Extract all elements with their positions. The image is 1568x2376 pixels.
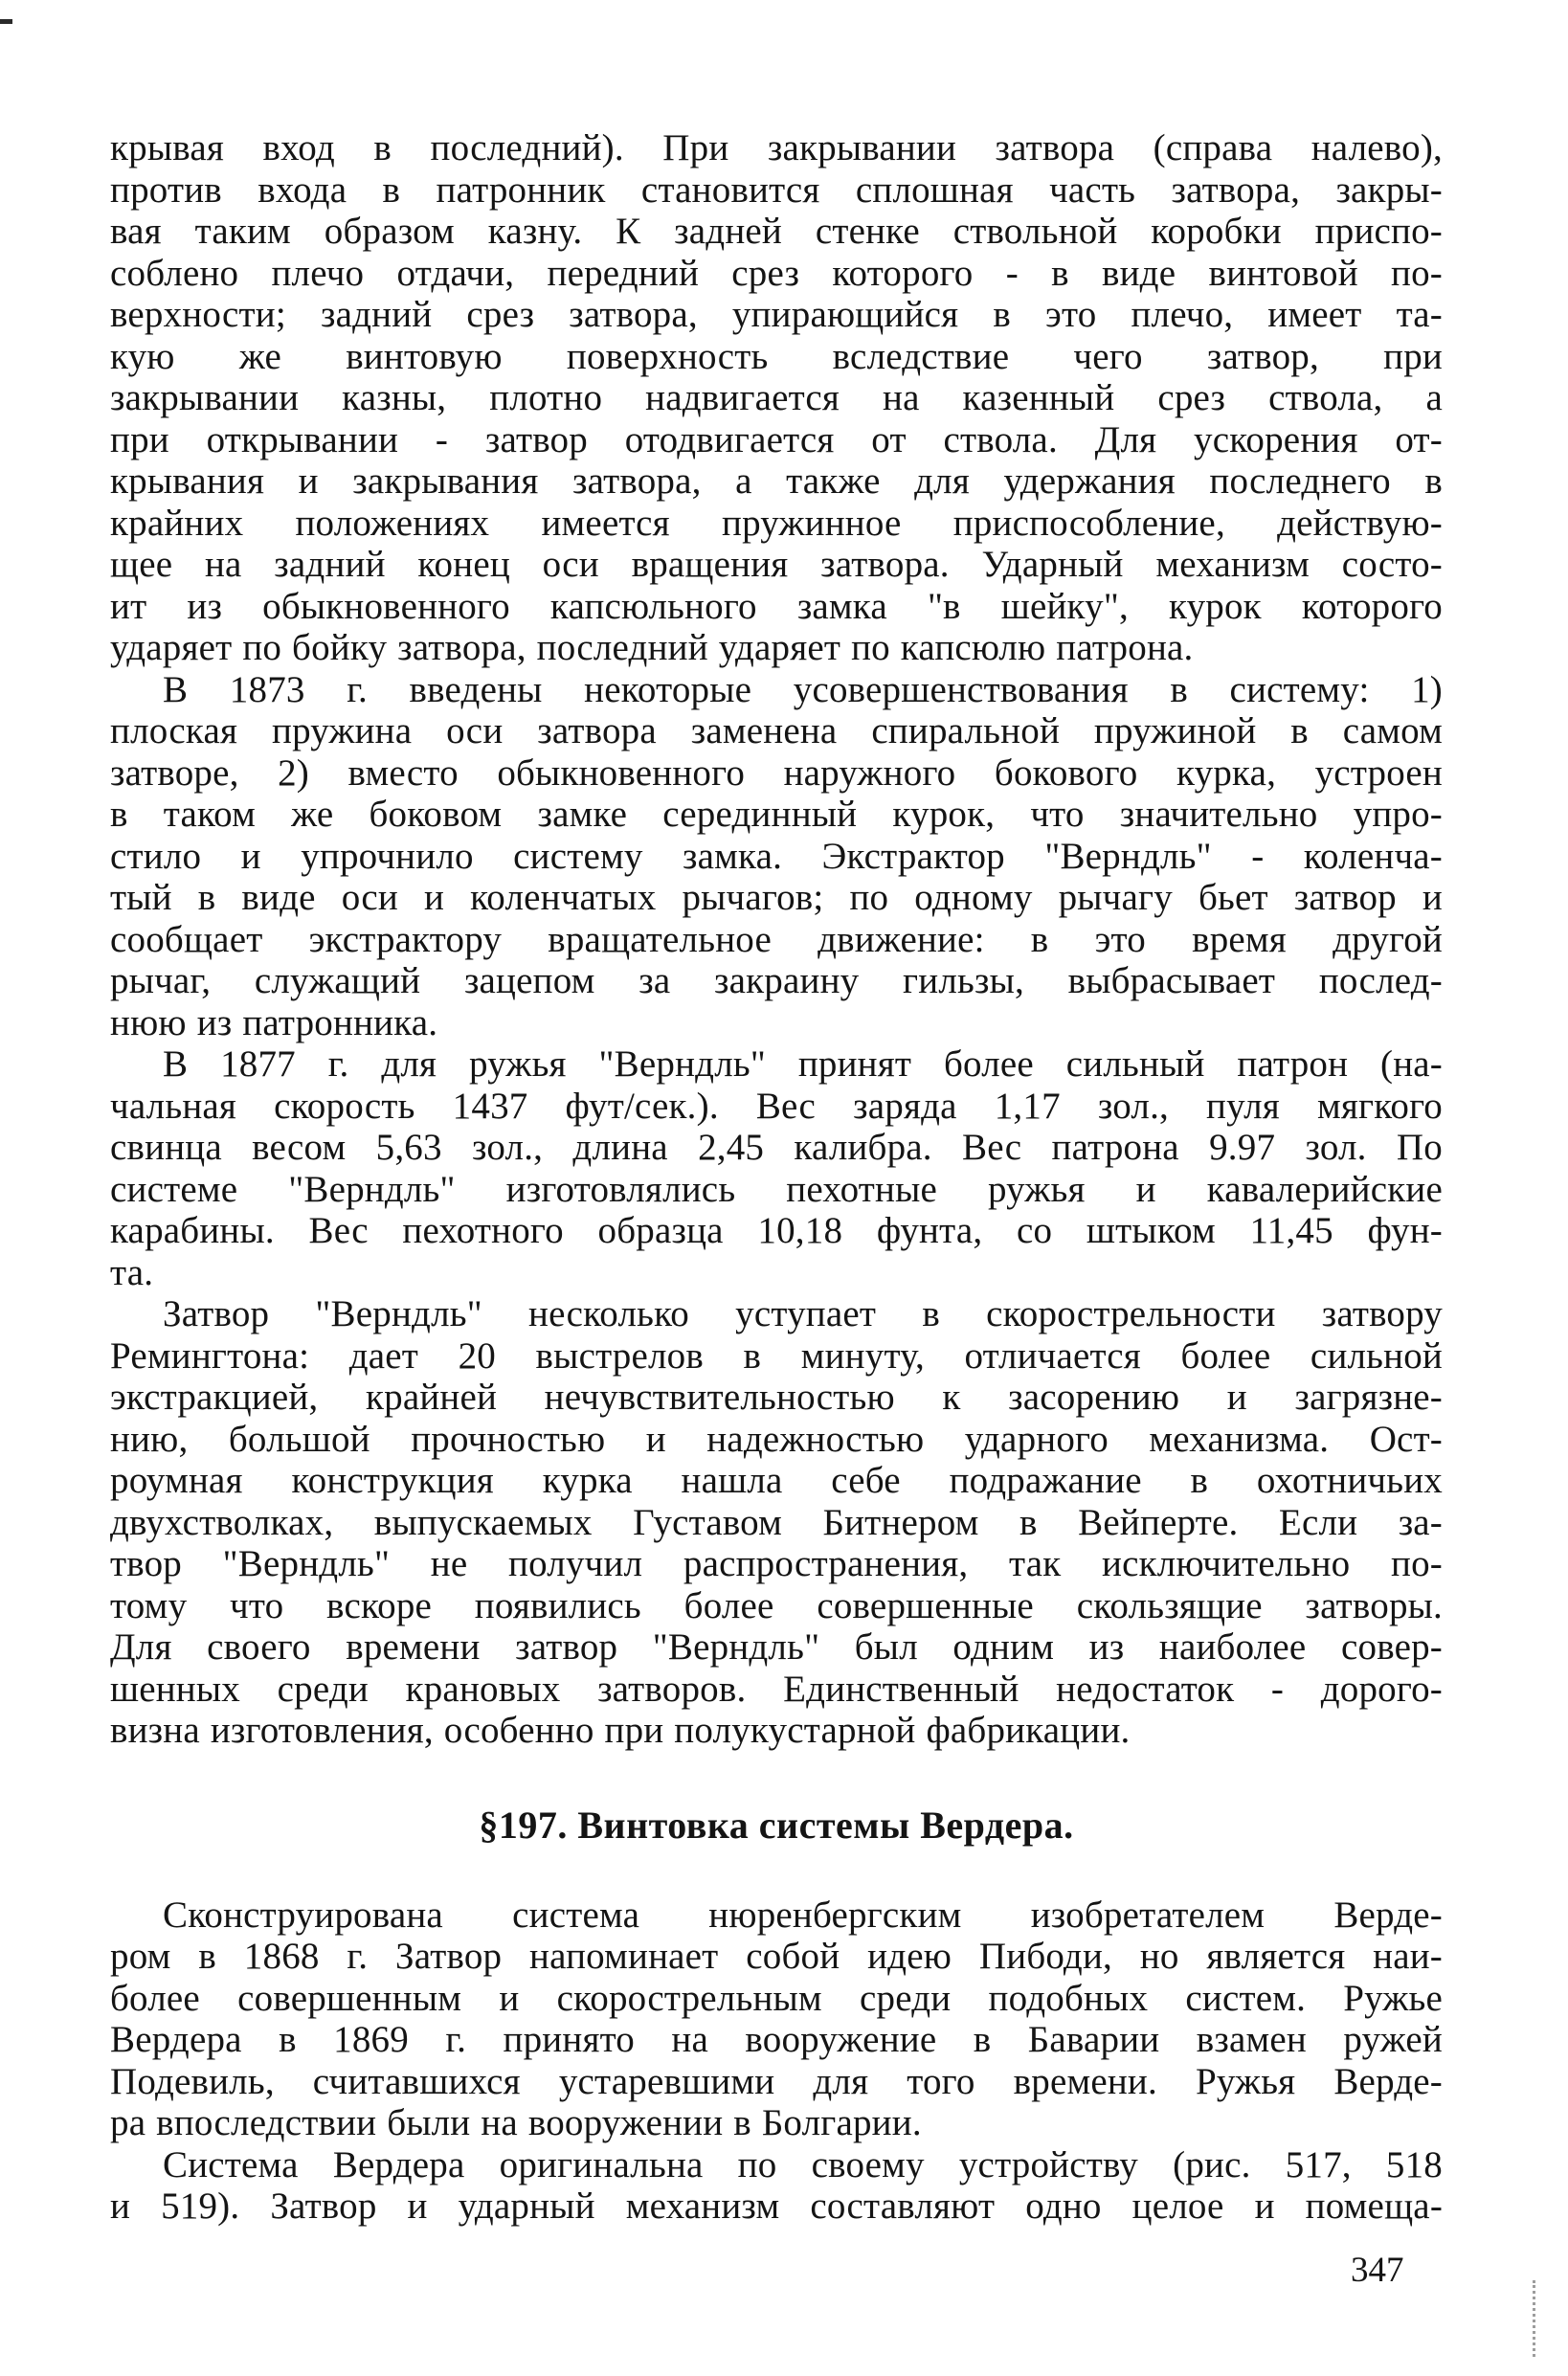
paragraph (110, 1894, 1443, 2144)
text-line: шенных среди крановых затворов. Единственный недостаток - дорого- (110, 1668, 1443, 1710)
text-line: системе "Верндль" изготовлялись пехотные ружья и кавалерийские (110, 1168, 1443, 1210)
text-line: более совершенным и скорострельным среди подобных систем. Ружье (110, 1977, 1443, 2019)
text-line: визна изготовления, особенно при полукустарной фабрикации. (110, 1710, 1131, 1751)
text-line: двухстволках, выпускаемых Густавом Битнером в Вейперте. Если за- (110, 1501, 1443, 1543)
page-text-block (110, 127, 1443, 2228)
text-line: Для своего времени затвор "Верндль" был одним из наиболее совер- (110, 1626, 1443, 1668)
text-line: рычаг, служащий зацепом за закраину гильзы, выбрасывает послед- (110, 960, 1443, 1001)
text-line: крайних положениях имеется пружинное приспособление, действую- (110, 502, 1443, 544)
text-line: Система Вердера оригинальна по своему устройству (рис. 517, 518 (163, 2143, 1443, 2185)
text-line: карабины. Вес пехотного образца 10,18 фунта, со штыком 11,45 фун- (110, 1210, 1443, 1251)
text-line: ударяет по бойку затвора, последний ударяет по капсюлю патрона. (110, 627, 1194, 668)
text-line: тый в виде оси и коленчатых рычагов; по одному рычагу бьет затвор и (110, 877, 1443, 918)
paragraph (110, 669, 1443, 1044)
text-line: экстракцией, крайней нечувствительностью к засорению и загрязне- (110, 1377, 1443, 1418)
text-line: при открывании - затвор отодвигается от ствола. Для ускорения от- (110, 418, 1443, 460)
scan-artifact-dash (0, 19, 12, 24)
text-line: Сконструирована система нюренбергским изобретателем Верде- (163, 1894, 1443, 1936)
text-line: против входа в патронник становится сплошная часть затвора, закры- (110, 168, 1443, 211)
paragraph (110, 2144, 1443, 2228)
text-line: в таком же боковом замке серединный курок, что значительно упро- (110, 794, 1443, 835)
text-line: вая таким образом казну. К задней стенке ствольной коробки приспо- (110, 211, 1443, 252)
text-line: крывая вход в последний). При закрывании затвора (справа налево), (110, 127, 1443, 168)
section-heading: §197. Винтовка системы Вердера. (479, 1803, 1074, 1847)
text-line: плоская пружина оси затвора заменена спиральной пружиной в самом (110, 710, 1443, 751)
text-line: крывания и закрывания затвора, а также для удержания последнего в (110, 460, 1443, 502)
text-line: сообщает экстрактору вращательное движение: в это время другой (110, 918, 1443, 960)
text-line: чальная скорость 1437 фут/сек.). Вес заряда 1,17 зол., пуля мягкого (110, 1085, 1443, 1127)
text-line: щее на задний конец оси вращения затвора. Ударный механизм состо- (110, 544, 1443, 585)
text-line: и 519). Затвор и ударный механизм составляют одно целое и помеща- (110, 2185, 1443, 2227)
page-number: 347 (1351, 2251, 1404, 2290)
text-line: ром в 1868 г. Затвор напоминает собой идею Пибоди, но является наи- (110, 1936, 1443, 1977)
text-line: В 1873 г. введены некоторые усовершенствования в систему: 1) (163, 668, 1443, 710)
paragraph (110, 1043, 1443, 1293)
text-line: Ремингтона: дает 20 выстрелов в минуту, отличается более сильной (110, 1334, 1443, 1377)
text-line: тому что вскоре появились более совершенные скользящие затворы. (110, 1584, 1443, 1626)
text-line: ра впоследствии были на вооружении в Болгарии. (110, 2102, 922, 2143)
text-line: верхности; задний срез затвора, упирающийся в это плечо, имеет та- (110, 294, 1443, 335)
text-line: нию, большой прочностью и надежностью ударного механизма. Ост- (110, 1418, 1443, 1460)
text-line: Затвор "Верндль" несколько уступает в скорострельности затвору (163, 1293, 1443, 1334)
text-line: ит из обыкновенного капсюльного замка "в шейку", курок которого (110, 585, 1443, 627)
text-line: Вердера в 1869 г. принято на вооружение в Баварии взамен ружей (110, 2019, 1443, 2060)
text-line: роумная конструкция курка нашла себе подражание в охотничьих (110, 1460, 1443, 1501)
scan-artifact-dotted-line (1533, 2280, 1535, 2357)
text-line: затворе, 2) вместо обыкновенного наружного бокового курка, устроен (110, 751, 1443, 794)
text-line: нюю из патронника. (110, 1001, 438, 1043)
text-line: стило и упрочнило систему замка. Экстрактор "Верндль" - коленча- (110, 835, 1443, 877)
text-line: та. (110, 1251, 154, 1293)
paragraph (110, 127, 1443, 669)
text-line: кую же винтовую поверхность вследствие чего затвор, при (110, 335, 1443, 377)
text-line: Подевиль, считавшихся устаревшими для того времени. Ружья Верде- (110, 2060, 1443, 2102)
text-line: твор "Верндль" не получил распространения, так исключительно по- (110, 1543, 1443, 1584)
text-line: свинца весом 5,63 зол., длина 2,45 калибра. Вес патрона 9.97 зол. По (110, 1127, 1443, 1168)
text-line: В 1877 г. для ружья "Верндль" принят более сильный патрон (на- (163, 1043, 1443, 1085)
text-line: закрывании казны, плотно надвигается на казенный срез ствола, а (110, 377, 1443, 418)
paragraph (110, 1293, 1443, 1752)
text-line: соблено плечо отдачи, передний срез которого - в виде винтовой по- (110, 252, 1443, 294)
